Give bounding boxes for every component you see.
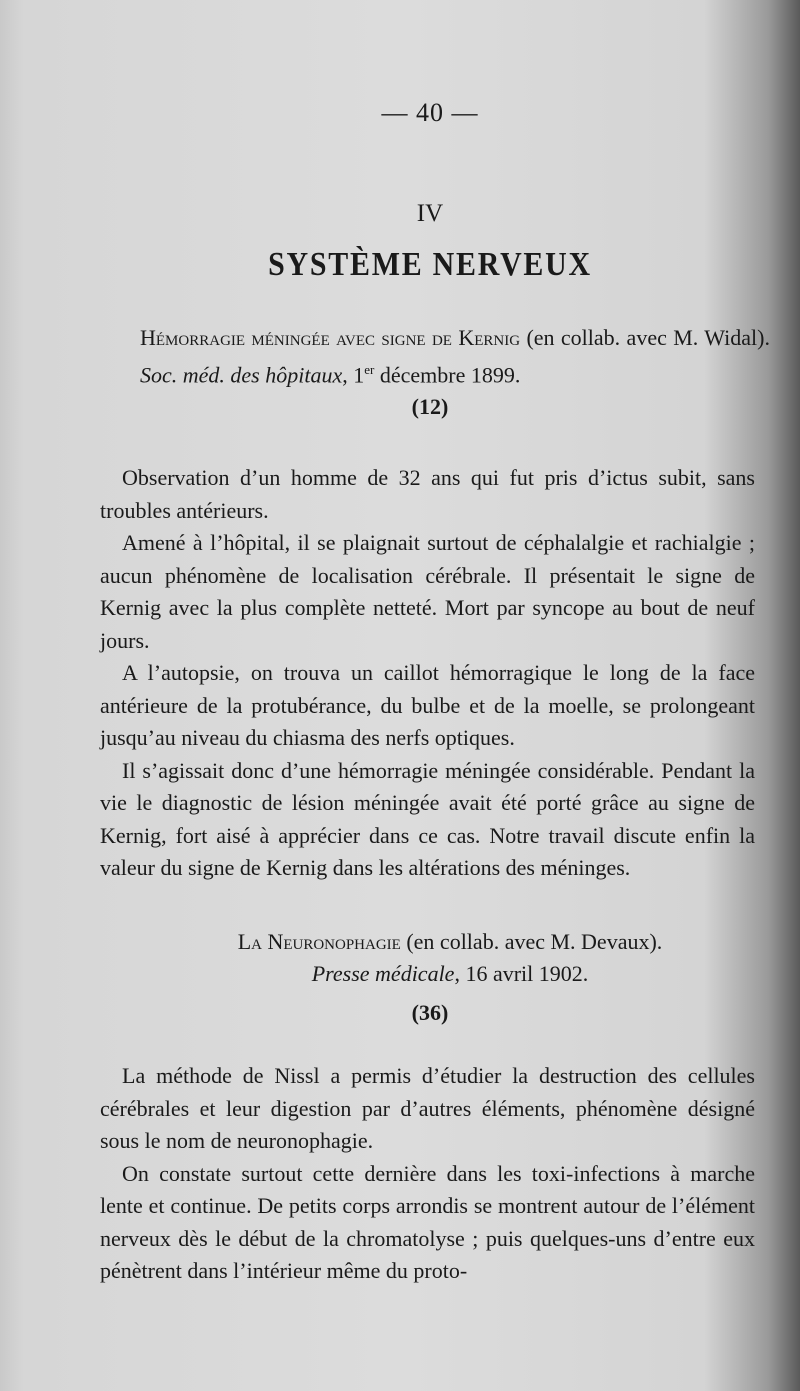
entry-1-body: [100, 462, 755, 885]
entry-1-date-pre: , 1: [342, 362, 365, 388]
entry-2-journal: Presse médicale: [311, 961, 455, 986]
entry-2-paragraph: On constate surtout cette dernière dans les toxi-infections à marche lente et continue. De petits corps arrondis se montrent autour de l’élément nerveux dès le début de la chromatolyse ; puis quelques-uns d’entre eux pénètrent dans l’intérieur même du proto-: [100, 1160, 755, 1283]
entry-1-title: Hémorragie méningée avec signe de Kernig: [140, 325, 521, 350]
entry-1-paragraph: A l’autopsie, on trouva un caillot hémorragique le long de la face antérieure de la protubérance, du bulbe et de la moelle, se prolongeant jusqu’au niveau du chiasma des nerfs optiques.: [100, 660, 755, 750]
entry-1-date-sup: er: [364, 362, 375, 377]
entry-1-collab: (en collab. avec M. Widal).: [520, 325, 770, 350]
entry-2-collab: (en collab. avec M. Devaux).: [400, 929, 663, 954]
page-number: — 40 —: [381, 98, 479, 127]
chapter-number: IV: [416, 200, 444, 227]
entry-2-paragraph: La méthode de Nissl a permis d’étudier la destruction des cellules cérébrales et leur digestion par d’autres éléments, phénomène désigné sous le nom de neuronophagie.: [100, 1063, 755, 1153]
entry-1-reference: [140, 322, 770, 391]
entry-2-title: La Neuronophagie: [237, 929, 401, 954]
entry-1-date-post: décembre 1899.: [374, 362, 521, 388]
section-title: SYSTÈME NERVEUX: [268, 246, 592, 283]
entry-1-paragraph: Amené à l’hôpital, il se plaignait surtout de céphalalgie et rachialgie ; aucun phénomène de localisation cérébrale. Il présentait le signe de Kernig avec la plus complète netteté. Mort par syncope au bout de neuf jours.: [100, 530, 755, 653]
entry-2-date: , 16 avril 1902.: [454, 961, 589, 986]
entry-1-paragraph: Observation d’un homme de 32 ans qui fut pris d’ictus subit, sans troubles antérieurs.: [100, 465, 755, 523]
entry-1-number: (12): [411, 394, 449, 419]
entry-2-number: (36): [411, 1000, 449, 1025]
entry-2-body: [100, 1060, 755, 1288]
entry-1-journal: Soc. méd. des hôpitaux: [140, 362, 343, 388]
entry-2-reference: [150, 926, 750, 990]
entry-1-paragraph: Il s’agissait donc d’une hémorragie méningée considérable. Pendant la vie le diagnostic de lésion méningée avait été porté grâce au signe de Kernig, fort aisé à apprécier dans ce cas. Notre travail discute enfin la valeur du signe de Kernig dans les altérations des méninges.: [100, 757, 755, 880]
